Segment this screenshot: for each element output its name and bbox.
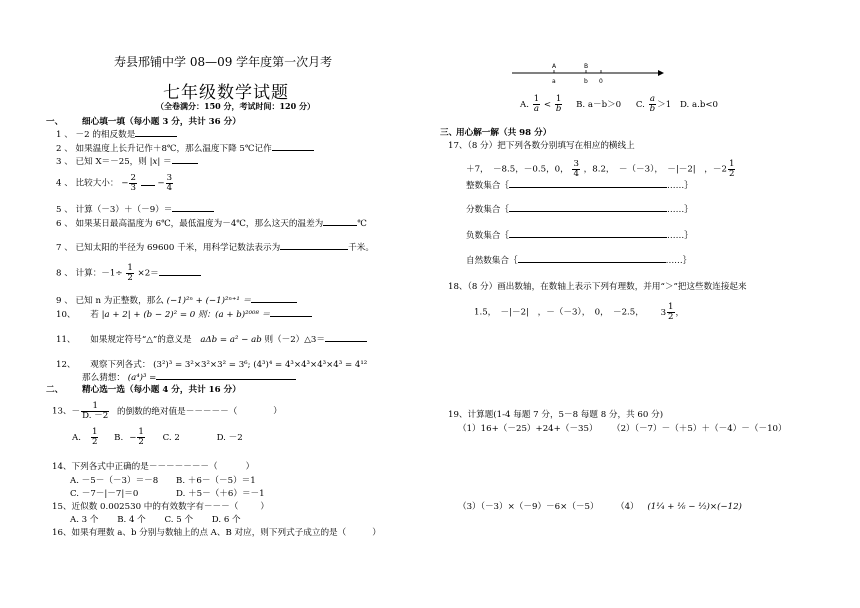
q2-text: 2 、 如果温度上长升记作＋8℃，那么温度下降 5℃记作 bbox=[56, 144, 272, 154]
q15-text: 15、近似数 0.002530 中的有效数字有－－－（ bbox=[52, 502, 239, 512]
q13-option-c[interactable]: C. 2 bbox=[162, 432, 180, 443]
q17-numbers-part2: ，8.2， －（－3）， －|－2| ，－2 bbox=[583, 164, 727, 175]
question-16 bbox=[52, 526, 381, 538]
q4-text: 4 、 比较大小： bbox=[56, 178, 119, 189]
question-7 bbox=[56, 241, 374, 253]
q3-answer-blank[interactable] bbox=[172, 155, 198, 164]
q14-option-a[interactable]: A. －5－（－3）＝－8 bbox=[70, 476, 159, 486]
section1-number: 一、 bbox=[46, 117, 64, 127]
q17-fraction-2: $\frac{1}{2}$ bbox=[728, 159, 735, 179]
question-9 bbox=[56, 294, 297, 306]
q14-close: ） bbox=[245, 462, 255, 472]
school-line: 寿县邢铺中学 08—09 学年度第一次月考 bbox=[114, 55, 333, 69]
q8-fraction: $\frac{1}{2}$ bbox=[127, 263, 133, 283]
q13-fraction: $\frac{1}{D. -2}$ bbox=[82, 401, 109, 421]
q4-fraction-1: $\frac{2}{3}$ bbox=[130, 173, 136, 193]
q12-number: 12、 bbox=[56, 360, 76, 370]
q5-text: 5 、 计算（－3）＋（－9）＝ bbox=[56, 205, 173, 215]
question-19: 19、计算题(1-4 每题 7 分，5－8 每题 8 分，共 60 分) bbox=[448, 410, 664, 420]
q18-numbers bbox=[474, 303, 684, 321]
set-fraction-blank[interactable] bbox=[509, 203, 667, 212]
q16-option-b[interactable]: B. a－b＞0 bbox=[576, 99, 622, 110]
q16-option-a[interactable]: A. $\frac{1}{a}$ < $\frac{1}{b}$ bbox=[520, 94, 562, 114]
question-17: 17、（8 分）把下列各数分别填写在相应的横线上 bbox=[448, 141, 635, 151]
section2-title: 精心选一选（每小题 4 分，共计 16 分） bbox=[82, 385, 241, 395]
set-integer-blank[interactable] bbox=[509, 179, 667, 188]
q9-answer-blank[interactable] bbox=[251, 294, 297, 303]
number-line-arrow bbox=[658, 70, 664, 76]
question-12 bbox=[56, 358, 367, 370]
number-line-figure bbox=[508, 60, 668, 88]
set-negative-blank[interactable] bbox=[509, 229, 667, 238]
question-6 bbox=[56, 217, 367, 229]
q10-answer-blank[interactable] bbox=[270, 308, 312, 317]
q6-unit: ℃ bbox=[357, 219, 367, 229]
section3-title: 用心解一解（共 98 分） bbox=[456, 128, 552, 138]
q15-option-b[interactable]: B. 4 个 bbox=[117, 515, 146, 525]
question-15 bbox=[52, 500, 269, 512]
q13-option-d[interactable]: D. －2 bbox=[216, 432, 243, 443]
q14-option-c[interactable]: C. －7－|－7|＝0 bbox=[70, 489, 139, 499]
q15-close: ） bbox=[260, 502, 269, 512]
q8-answer-blank[interactable] bbox=[159, 267, 201, 276]
q18-numbers-list: 1.5， －|－2| ，－（－3）， 0， －2.5， bbox=[474, 307, 644, 318]
q3-eq: ＝ bbox=[162, 157, 172, 167]
q13-number: 13、－ bbox=[52, 406, 81, 417]
q3-text: 3 、 已知 X＝－25，则 bbox=[56, 157, 147, 167]
q13-close: ） bbox=[273, 406, 282, 417]
q12-answer-blank[interactable] bbox=[156, 371, 296, 380]
q13-option-b[interactable]: B. − $\frac{1}{2}$ bbox=[114, 427, 144, 447]
q5-answer-blank[interactable] bbox=[172, 203, 214, 212]
q10-expr: |a + 2| + (b − 2)² = 0 则：(a + b)²⁰⁰⁸ ＝ bbox=[101, 310, 271, 320]
q16-option-c[interactable]: C. $\frac{a}{b}$ ＞1 bbox=[635, 94, 672, 114]
q14-option-d[interactable]: D. ＋5－（＋6）＝－1 bbox=[176, 489, 265, 499]
q11-text: 如果规定符号“△”的意义是 bbox=[90, 335, 192, 345]
q16-text: 16、如果有理数 a、b 分别与数轴上的点 A、B 对应，则下列式子成立的是（ bbox=[52, 528, 347, 538]
q15-option-c[interactable]: C. 5 个 bbox=[164, 515, 194, 525]
q19-part-2: （2）（－7）－（＋5）＋（－4）－（－10） bbox=[612, 424, 787, 434]
label-B: B bbox=[584, 63, 589, 70]
set-natural-blank[interactable] bbox=[518, 254, 666, 263]
set-fraction: 分数集合｛ ……｝ bbox=[466, 205, 693, 215]
q19-part-3: （3）（－3）×（－9）－6×（－5） bbox=[458, 502, 599, 512]
q3-abs-expr: |x| bbox=[149, 157, 161, 167]
page-title: 七年级数学试题 bbox=[163, 83, 289, 103]
question-18: 18、（8 分）画出数轴，在数轴上表示下列有理数，并用“＞”把这些数连接起来 bbox=[448, 282, 747, 292]
question-3 bbox=[56, 155, 198, 167]
q9-expr: (−1)²ⁿ + (−1)²ⁿ⁺¹ ＝ bbox=[166, 296, 252, 306]
label-a: a bbox=[552, 78, 556, 85]
q11-number: 11、 bbox=[56, 335, 76, 345]
q16-options bbox=[520, 95, 718, 113]
q1-text: 1 、 －2 的相反数是 bbox=[56, 130, 136, 140]
q8-tail: ×2＝ bbox=[137, 268, 159, 279]
question-5 bbox=[56, 203, 214, 215]
q19-part-4-expr: (1¹⁄₄ + ¹⁄₆ − ¹⁄₂)×(−12) bbox=[647, 502, 742, 512]
q14-text: 14、下列各式中正确的是－－－－－－－（ bbox=[52, 462, 218, 472]
section2-number: 二、 bbox=[46, 385, 64, 395]
set-natural: 自然数集合｛ ……｝ bbox=[466, 256, 692, 266]
q12-text: 观察下列各式： bbox=[90, 360, 151, 370]
q14-option-b[interactable]: B. ＋6－（－5）＝1 bbox=[176, 476, 256, 486]
q19-part-4-label: （4） bbox=[616, 502, 639, 512]
q15-option-d[interactable]: D. 6 个 bbox=[211, 515, 241, 525]
q4-fraction-2: $\frac{3}{4}$ bbox=[166, 173, 173, 193]
question-14 bbox=[52, 460, 254, 472]
q10-text: 若 bbox=[90, 310, 99, 320]
question-13 bbox=[52, 402, 282, 420]
q12-guess-text: 那么猜想： bbox=[82, 373, 125, 383]
section1-title: 细心填一填（每小题 3 分，共计 36 分） bbox=[82, 117, 241, 127]
question-1 bbox=[56, 128, 177, 140]
question-10 bbox=[56, 308, 312, 320]
question-2 bbox=[56, 142, 314, 154]
q7-answer-blank[interactable] bbox=[280, 241, 348, 250]
section3-number: 三、 bbox=[440, 128, 458, 138]
label-0: 0 bbox=[599, 78, 603, 85]
q4-answer-blank[interactable] bbox=[141, 177, 155, 186]
q6-answer-blank[interactable] bbox=[323, 217, 357, 226]
q8-text: 8 、 计算：－1÷ bbox=[56, 268, 123, 279]
q10-number: 10、 bbox=[56, 310, 76, 320]
q11-expr: aΔb = a² − ab bbox=[200, 335, 262, 345]
question-12-line2 bbox=[82, 371, 296, 383]
score-note: （全卷满分：150 分，考试时间：120 分） bbox=[156, 101, 315, 111]
label-A: A bbox=[552, 63, 557, 70]
q15-options bbox=[70, 513, 241, 525]
set-negative: 负数集合｛ ……｝ bbox=[466, 231, 693, 241]
q13-text: 的倒数的绝对值是－－－－－（ bbox=[116, 406, 238, 417]
q12-expr2: (a⁴)³ = bbox=[127, 373, 157, 383]
q12-expr: (3²)³ = 3²×3²×3² = 3⁶; (4³)⁴ = 4³×4³×4³×4³ = 4¹² bbox=[153, 360, 368, 370]
q17-numbers-part1: ＋7， －8.5，－0.5，0， bbox=[466, 164, 569, 175]
q11-tail: 则（－2）△3＝ bbox=[264, 335, 325, 345]
q6-text: 6 、 如果某日最高温度为 6℃，最低温度为－4℃，那么这天的温差为 bbox=[56, 219, 324, 229]
label-b: b bbox=[584, 78, 588, 85]
q13-option-a[interactable]: A. $\frac{1}{2}$ bbox=[72, 427, 98, 447]
q1-answer-blank[interactable] bbox=[135, 128, 177, 137]
q2-answer-blank[interactable] bbox=[272, 142, 314, 151]
q18-mixed-number: 3 $\frac{1}{2}$ ， bbox=[660, 302, 685, 322]
question-13-options bbox=[72, 428, 243, 446]
q19-part-4 bbox=[616, 500, 742, 512]
q17-fraction-1: $\frac{3}{4}$ bbox=[573, 159, 579, 179]
question-8 bbox=[56, 264, 201, 282]
q17-numbers bbox=[466, 160, 736, 178]
q16-option-d[interactable]: D. a.b<0 bbox=[679, 99, 719, 110]
question-11 bbox=[56, 333, 367, 345]
q19-part-1: （1）16+（－25）+24+（－35） bbox=[458, 424, 598, 434]
q11-answer-blank[interactable] bbox=[325, 333, 367, 342]
q7-text: 7 、 已知太阳的半径为 69600 千米，用科学记数法表示为 bbox=[56, 243, 281, 253]
question-4: 4 、 比较大小： − $\frac{2}{3}$ − $\frac{3}{4}$ bbox=[56, 173, 173, 193]
q7-unit: 千米。 bbox=[348, 243, 374, 253]
set-integer: 整数集合｛ ……｝ bbox=[466, 181, 693, 191]
q16-close: ） bbox=[372, 528, 381, 538]
q9-text: 9 、 已知 n 为正整数，那么 bbox=[56, 296, 164, 306]
q15-option-a[interactable]: A. 3 个 bbox=[70, 515, 99, 525]
